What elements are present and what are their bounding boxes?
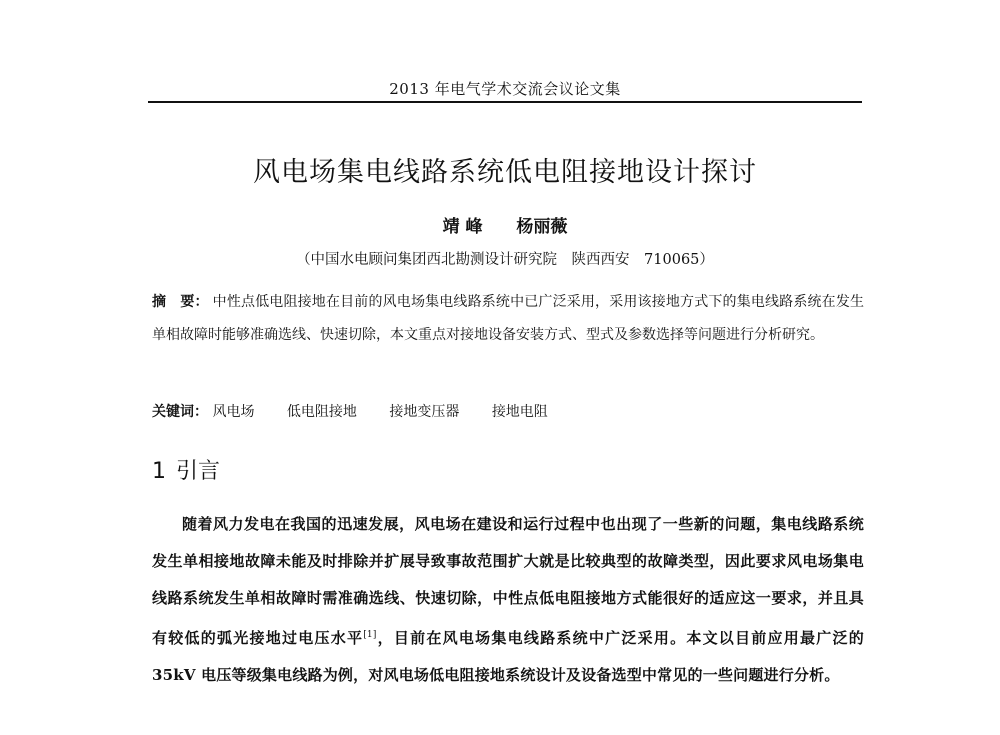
body-paragraph xyxy=(152,506,864,694)
paper-title: 风电场集电线路系统低电阻接地设计探讨 xyxy=(253,157,757,188)
header-rule xyxy=(148,101,862,103)
keywords xyxy=(152,401,864,421)
author-name: 杨丽薇 xyxy=(516,217,568,237)
abstract xyxy=(152,286,864,352)
abstract-text: 中性点低电阻接地在目前的风电场集电线路系统中已广泛采用，采用该接地方式下的集电线路系统在发生单相故障时能够准确选线、快速切除，本文重点对接地设备安装方式、型式及参数选择等问题进行分析研究。 xyxy=(152,294,865,343)
affiliation: （中国水电顾问集团西北勘测设计研究院 陕西西安 710065） xyxy=(296,252,714,268)
keyword: 接地电阻 xyxy=(491,404,548,420)
paragraph-text: ，目前在风电场集电线路系统中广泛采用。本文以目前应用最广泛的 35kV 电压等级集电线路为例，对风电场低电阻接地系统设计及设备选型中常见的一些问题进行分析。 xyxy=(152,629,864,684)
citation-marker: [1] xyxy=(363,630,377,640)
section-heading xyxy=(152,454,220,485)
section-number: 1 xyxy=(152,459,166,484)
section-title: 引言 xyxy=(176,459,221,484)
author-name: 靖 峰 xyxy=(442,217,483,237)
running-header: 2013 年电气学术交流会议论文集 xyxy=(389,80,621,98)
abstract-label: 摘 要： xyxy=(152,294,209,310)
keyword: 低电阻接地 xyxy=(286,404,357,420)
keyword: 接地变压器 xyxy=(389,404,460,420)
keywords-label: 关键词： xyxy=(152,404,208,420)
paragraph-text: 随着风力发电在我国的迅速发展，风电场在建设和运行过程中也出现了一些新的问题，集电线路系统发生单相接地故障未能及时排除并扩展导致事故范围扩大就是比较典型的故障类型，因此要求风电场集电线路系统发生单相故障时需准确选线、快速切除，中性点低电阻接地方式能很好的适应这一要求，并且具有较低的弧光接地过电压水平 xyxy=(152,515,864,647)
keyword: 风电场 xyxy=(212,404,255,420)
authors xyxy=(148,212,862,237)
